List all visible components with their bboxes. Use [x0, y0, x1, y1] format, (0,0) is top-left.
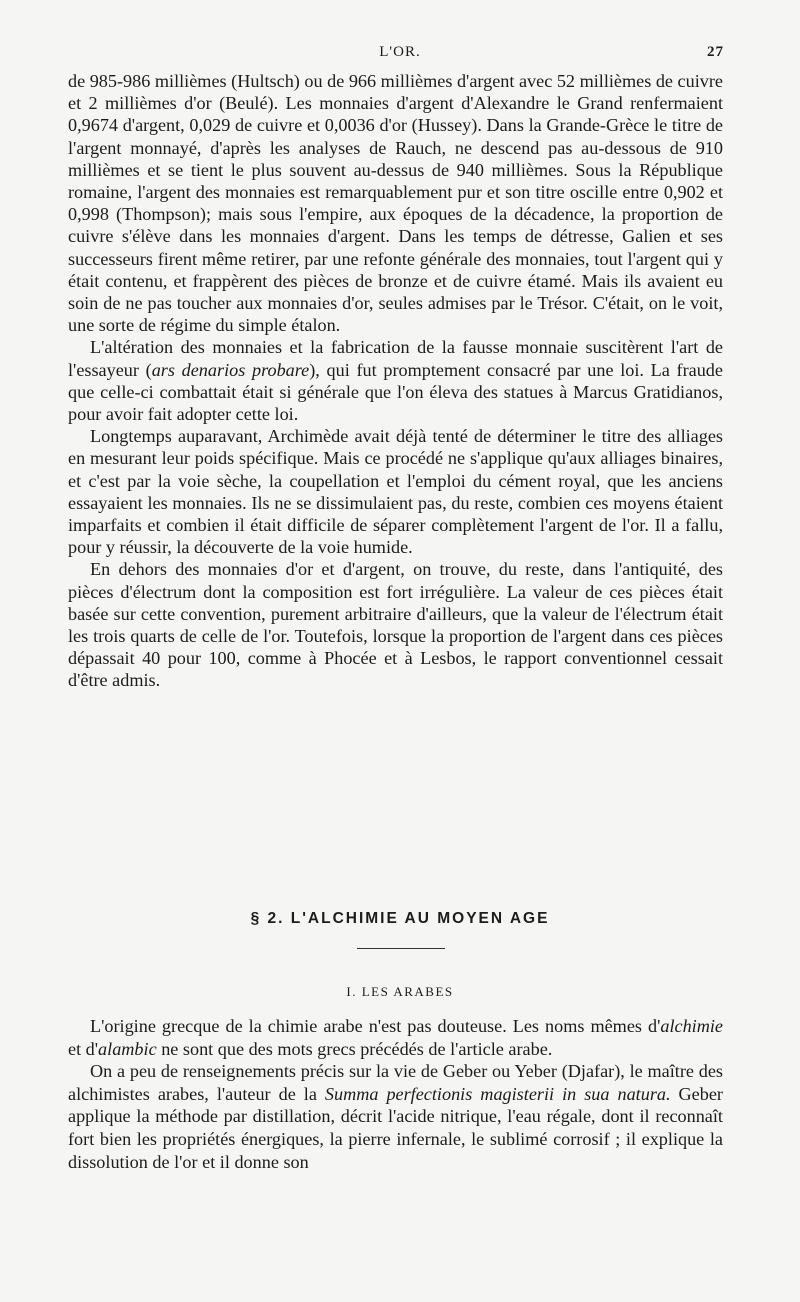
paragraph — [68, 1015, 723, 1060]
text-run: ne sont que des mots grecs précédés de l'article arabe. — [156, 1038, 553, 1059]
text-run: L'origine grecque de la chimie arabe n'est pas douteuse. Les noms mêmes d' — [90, 1016, 661, 1036]
section-heading: § 2. L'ALCHIMIE AU MOYEN AGE — [250, 910, 550, 927]
page-number: 27 — [707, 44, 724, 60]
text-run: ), qui fut promptement consacré par une loi. La fraude que celle-ci combattait était si générale que l'on éleva des statues à Marcus Gratidianos, pour avoir fait adopter cette loi. — [68, 359, 723, 425]
subsection-heading: I. LES ARABES — [346, 984, 454, 999]
paragraph — [68, 1060, 723, 1173]
paragraph: En dehors des monnaies d'or et d'argent, on trouve, du reste, dans l'antiquité, des pièces d'électrum dont la composition est fort irrégulière. La valeur de ces pièces était basée sur cette convention, purement arbitraire d'ailleurs, que la valeur de l'électrum était les trois quarts de celle de l'or. Toutefois, lorsque la proportion de l'argent dans ces pièces dépassait 40 pour 100, comme à Phocée et à Lesbos, le rapport conventionnel cessait d'être admis. — [68, 559, 723, 691]
text-run: et d' — [68, 1038, 99, 1059]
text-run: L'altération des monnaies et la fabrication de la fausse monnaie suscitèrent l'art de l'essayeur ( — [68, 337, 723, 380]
italic-term: alambic — [98, 1038, 157, 1059]
body-text — [68, 70, 723, 692]
book-title: Summa perfectionis magisterii in sua natura. — [324, 1083, 671, 1104]
text-run: Geber applique la méthode par distillation, décrit l'acide nitrique, l'eau régale, dont il reconnaît fort bien les propriétés énergiques, la pierre infernale, le sublimé corrosif ; il explique la dissolution de l'or et il donne son — [68, 1083, 723, 1172]
section-body-text — [68, 1015, 723, 1173]
paragraph — [68, 336, 723, 425]
running-title: L'OR. — [379, 44, 421, 60]
text-run: On a peu de renseignements précis sur la vie de Geber ou Yeber (Djafar), le maître des alchimistes arabes, l'auteur de la — [68, 1061, 723, 1104]
paragraph: de 985-986 millièmes (Hultsch) ou de 966 millièmes d'argent avec 52 millièmes de cuivre et 2 millièmes d'or (Beulé). Les monnaies d'argent d'Alexandre le Grand renfermaient 0,9674 d'argent, 0,029 de cuivre et 0,0036 d'or (Hussey). Dans la Grande-Grèce le titre de l'argent monnayé, d'après les analyses de Rauch, ne descend pas au-dessous de 910 millièmes et se tient le plus souvent au-dessus de 940 millièmes. Sous la République romaine, l'argent des monnaies est remarquablement pur et son titre oscille entre 0,902 et 0,998 (Thompson); mais sous l'empire, aux époques de la décadence, la proportion de cuivre s'élève dans les monnaies d'argent. Dans les temps de détresse, Galien et ses successeurs firent même retirer, par une refonte générale des monnaies, tout l'argent qui y était contenu, et frappèrent des pièces de bronze et de cuivre étamé. Mais ils avaient eu soin de ne pas toucher aux monnaies d'or, seules admises par le Trésor. C'était, on le voit, une sorte de régime du simple étalon. — [68, 71, 723, 336]
paragraph: Longtemps auparavant, Archimède avait déjà tenté de déterminer le titre des alliages en mesurant leur poids spécifique. Mais ce procédé ne s'applique qu'aux alliages binaires, et c'est par la voie sèche, la coupellation et l'emploi du cément royal, que les anciens essayaient les monnaies. Ils ne se dissimulaient pas, du reste, combien ces moyens étaient imparfaits et combien il était difficile de séparer complètement l'argent de l'or. Il a fallu, pour y réussir, la découverte de la voie humide. — [68, 426, 723, 558]
divider-rule — [357, 948, 445, 949]
latin-phrase: ars denarios probare — [151, 359, 310, 380]
italic-term: alchimie — [660, 1016, 723, 1036]
